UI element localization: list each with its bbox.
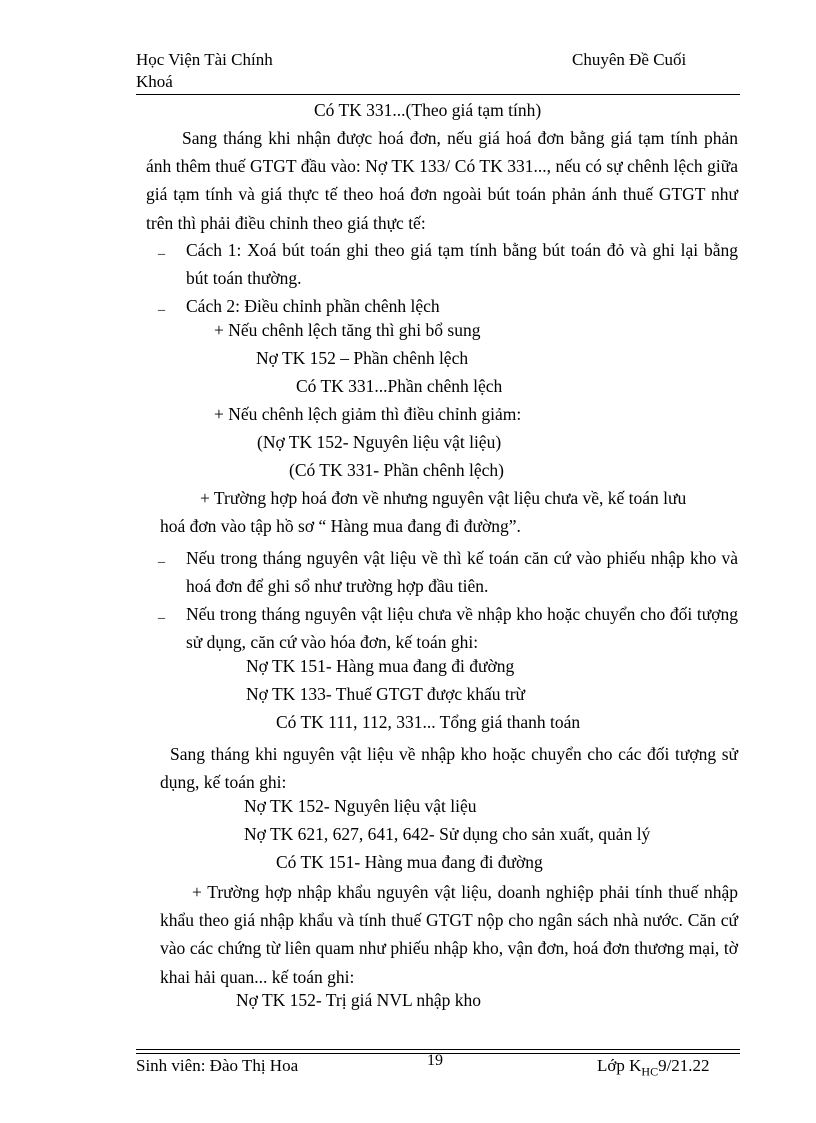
header-institution: Học Viện Tài Chính <box>136 50 273 69</box>
paragraph-invoice-goods-second: hoá đơn vào tập hồ sơ “ Hàng mua đang đi đường”. <box>160 516 521 536</box>
footer-page-number: 19 <box>427 1052 443 1069</box>
bullet-goods-arrived <box>146 544 738 600</box>
bullet-dash: _ <box>158 298 165 313</box>
paragraph-invoice-goods-first: + Trường hợp hoá đơn về nhưng nguyên vật liệu chưa về, kế toán lưu <box>200 488 687 508</box>
line-co-tk-111: Có TK 111, 112, 331... Tổng giá thanh toán <box>276 712 581 732</box>
bullet-dash: _ <box>158 550 165 565</box>
paragraph-import: + Trường hợp nhập khẩu nguyên vật liệu, doanh nghiệp phải tính thuế nhập khẩu theo giá nhập khẩu và tính thuế GTGT nộp cho ngân sách nhà nước. Căn cứ vào các chứng từ liên quam như phiếu nhập kho, vận đơn, hoá đơn thương mại, tờ khai hải quan... kế toán ghi: <box>160 882 738 987</box>
paragraph-next-month-invoice: Sang tháng khi nhận được hoá đơn, nếu giá hoá đơn bằng giá tạm tính phản ánh thêm thuế GTGT đầu vào: Nợ TK 133/ Có TK 331..., nếu có sự chênh lệch giữa giá tạm tính và giá thực tế theo hoá đơn ngoài bút toán phản ánh thuế GTGT như trên thì phải điều chỉnh theo giá thực tế: <box>146 128 738 233</box>
footer-class-prefix: Lớp K <box>597 1056 642 1075</box>
bullet-dash: _ <box>158 606 165 621</box>
line-co-tk-331-diff: Có TK 331...Phần chênh lệch <box>296 376 503 396</box>
footer-class-subscript: HC <box>641 1064 659 1079</box>
line-co-tk-331-paren: (Có TK 331- Phần chênh lệch) <box>289 460 504 480</box>
line-co-tk-331: Có TK 331...(Theo giá tạm tính) <box>314 100 542 120</box>
footer-rule-top <box>136 1049 740 1050</box>
line-no-tk-152-material: (Nợ TK 152- Nguyên liệu vật liệu) <box>257 432 502 452</box>
header-rule <box>136 94 740 95</box>
line-no-tk-152-nvl: Nợ TK 152- Trị giá NVL nhập kho <box>236 990 482 1010</box>
bullet-text: Cách 1: Xoá bút toán ghi theo giá tạm tính bằng bút toán đỏ và ghi lại bằng bút toán thường. <box>186 240 738 289</box>
line-no-tk-151: Nợ TK 151- Hàng mua đang đi đường <box>246 656 515 676</box>
line-no-tk-152-nl: Nợ TK 152- Nguyên liệu vật liệu <box>244 796 477 816</box>
bullet-method-2 <box>146 292 738 320</box>
bullet-text: Nếu trong tháng nguyên vật liệu về thì kế toán căn cứ vào phiếu nhập kho và hoá đơn để ghi sổ như trường hợp đầu tiên. <box>186 548 738 597</box>
bullet-dash: _ <box>158 242 165 257</box>
line-no-tk-133: Nợ TK 133- Thuế GTGT được khấu trừ <box>246 684 526 704</box>
line-co-tk-151: Có TK 151- Hàng mua đang đi đường <box>276 852 543 872</box>
footer-student: Sinh viên: Đào Thị Hoa <box>136 1056 299 1075</box>
line-decrease: + Nếu chênh lệch giảm thì điều chỉnh giảm: <box>214 404 522 424</box>
header-topic: Chuyên Đề Cuối <box>572 50 687 69</box>
header-khoa: Khoá <box>136 72 173 91</box>
bullet-text: Nếu trong tháng nguyên vật liệu chưa về nhập kho hoặc chuyển cho đối tượng sử dụng, căn cứ vào hóa đơn, kế toán ghi: <box>186 604 738 653</box>
line-no-tk-621: Nợ TK 621, 627, 641, 642- Sử dụng cho sản xuất, quản lý <box>244 824 651 844</box>
bullet-goods-not-arrived <box>146 600 738 656</box>
line-no-tk-152: Nợ TK 152 – Phần chênh lệch <box>256 348 469 368</box>
footer-class-suffix: 9/21.22 <box>658 1056 710 1075</box>
paragraph-next-month-arrival: Sang tháng khi nguyên vật liệu về nhập kho hoặc chuyển cho các đối tượng sử dụng, kế toán ghi: <box>160 744 738 793</box>
bullet-method-1 <box>146 236 738 292</box>
footer-class <box>597 1056 710 1079</box>
bullet-text: Cách 2: Điều chỉnh phần chênh lệch <box>186 296 440 316</box>
line-increase: + Nếu chênh lệch tăng thì ghi bổ sung <box>214 320 481 340</box>
